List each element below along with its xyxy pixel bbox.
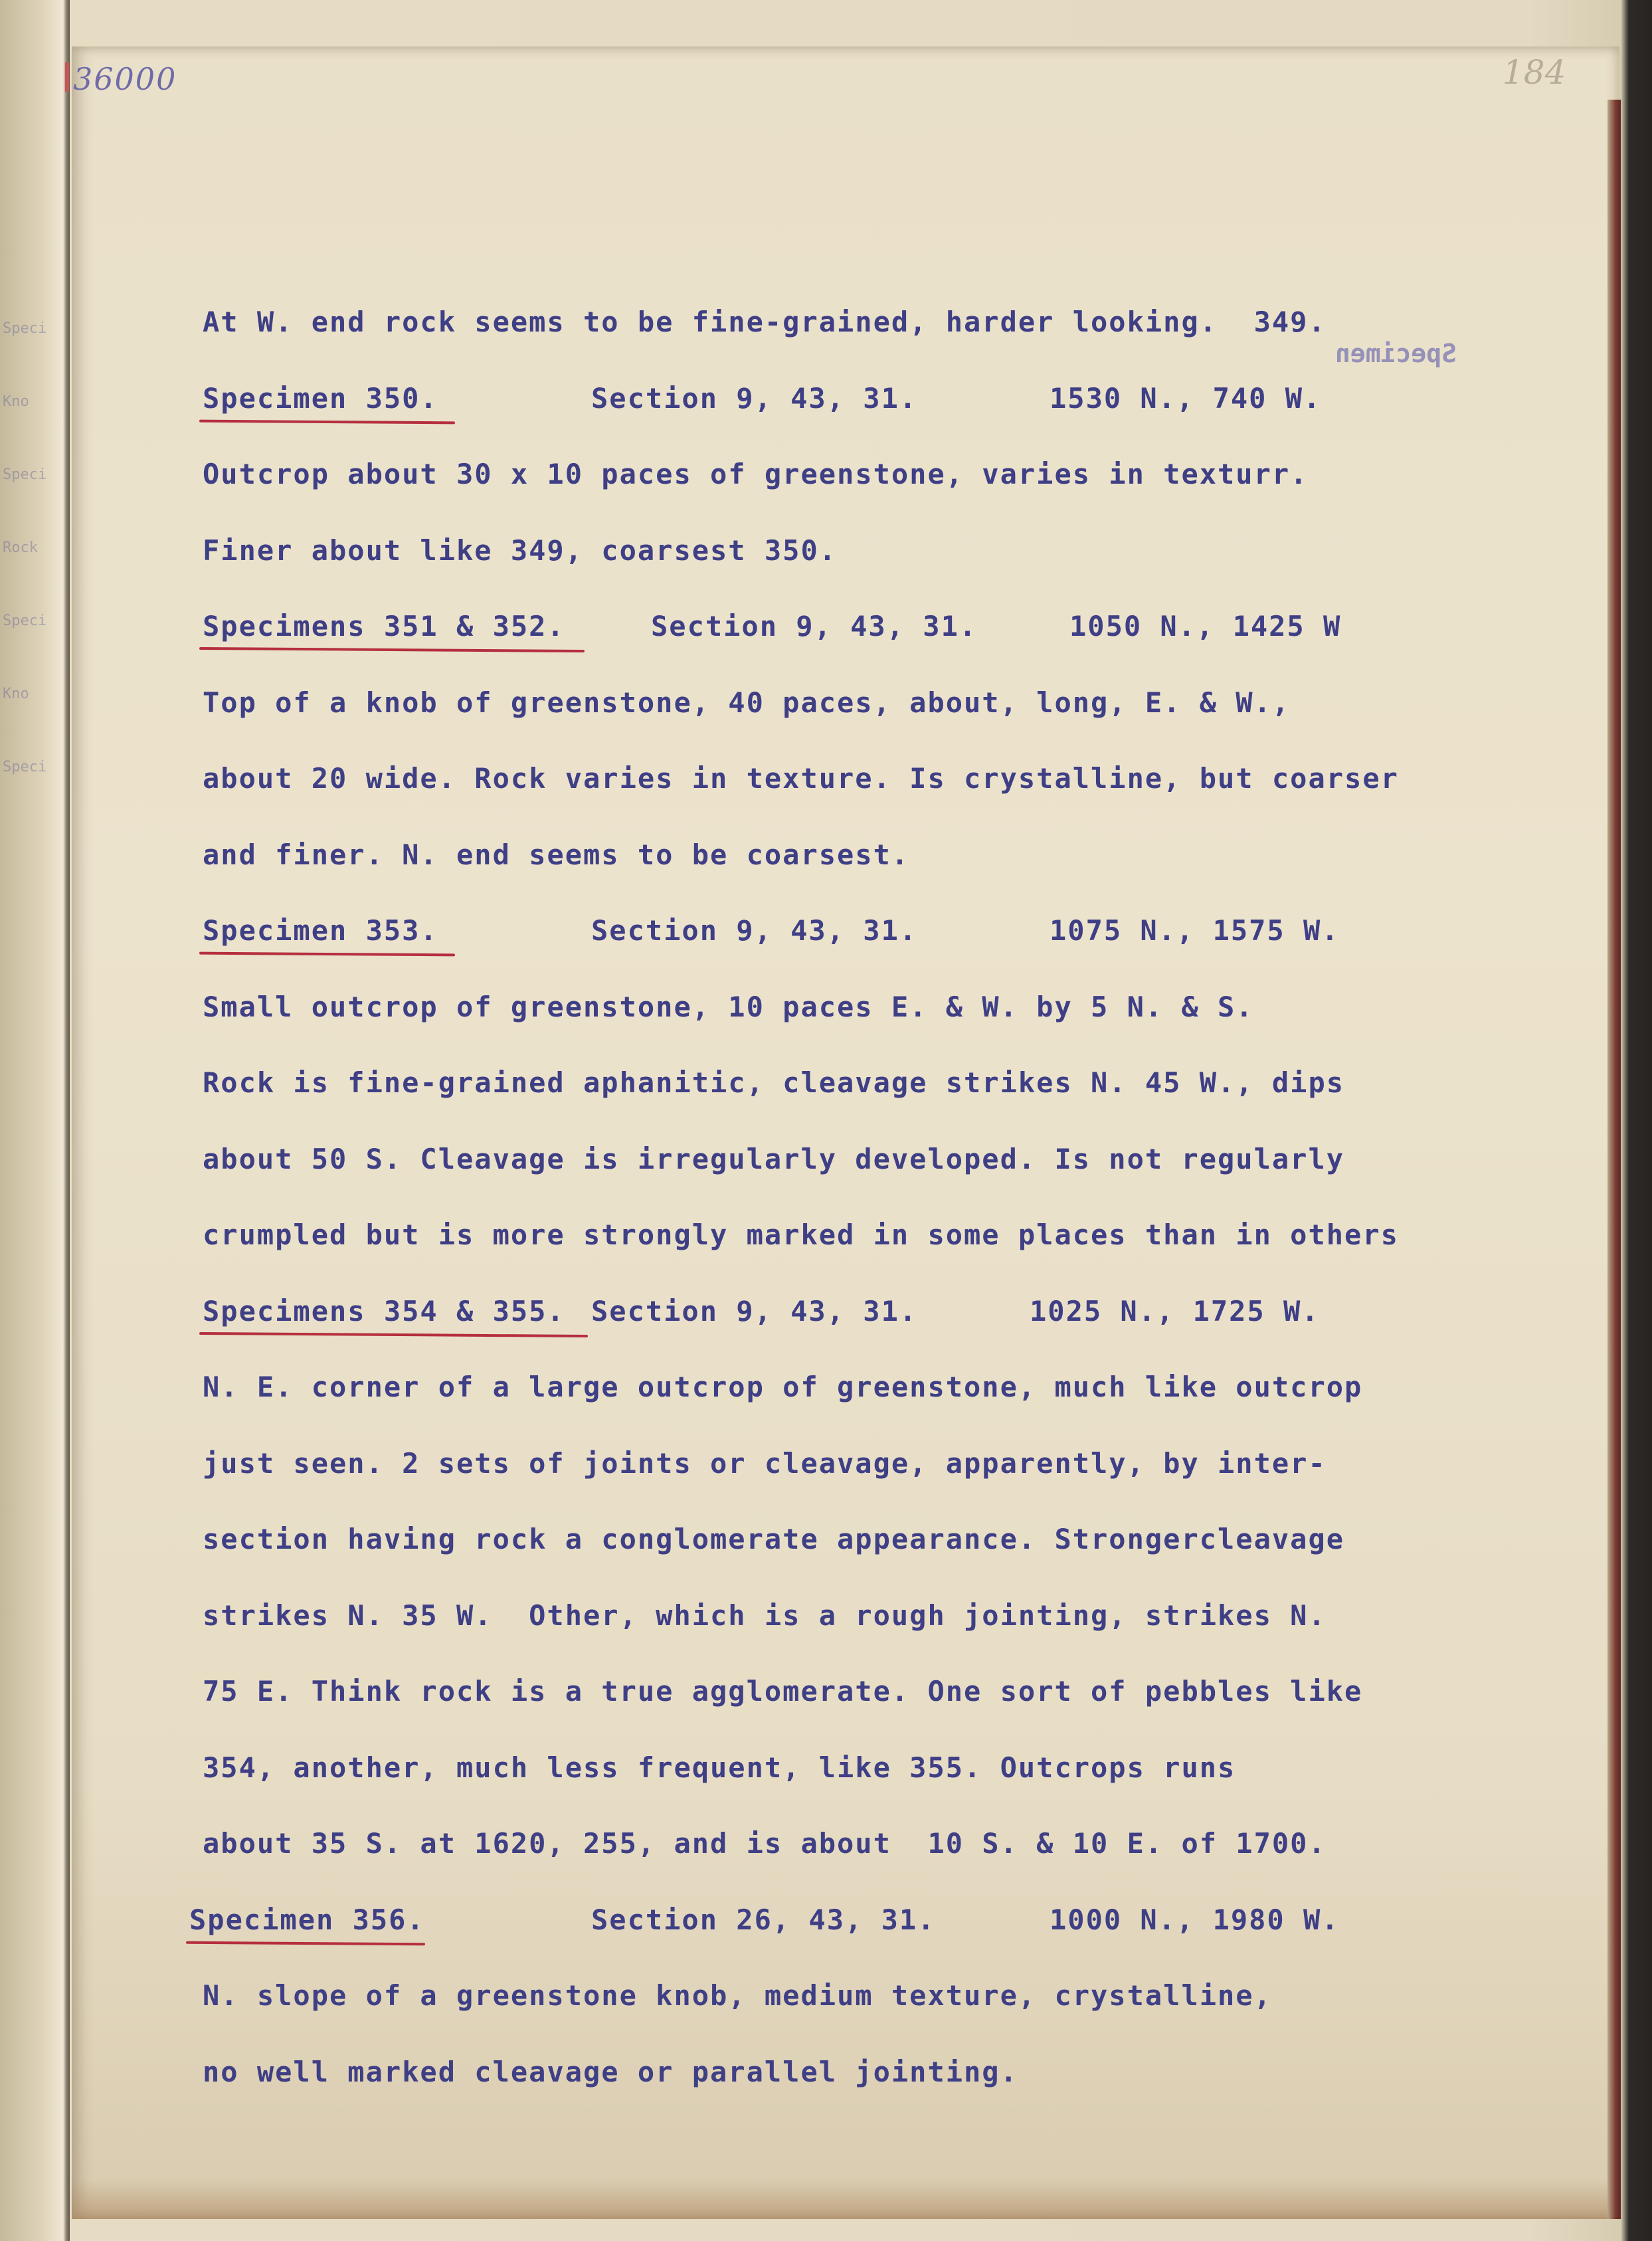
fragment: Kno	[3, 686, 29, 702]
text-line: just seen. 2 sets of joints or cleavage, apparently, by inter-	[203, 1446, 1327, 1480]
text-line: section having rock a conglomerate appearance. Strongercleavage	[203, 1523, 1345, 1555]
section-ref: Section 9, 43, 31.	[591, 381, 918, 415]
location-ref: 1075 N., 1575 W.	[1050, 914, 1340, 947]
section-ref: Section 26, 43, 31.	[591, 1903, 936, 1936]
red-pencil-mark	[65, 62, 69, 92]
text-line: Finer about like 349, coarsest 350.	[203, 534, 838, 567]
text-line: about 20 wide. Rock varies in texture. Is crystalline, but coarser	[203, 762, 1399, 795]
specimen-label: Specimens 354 & 355.	[203, 1294, 565, 1327]
specimen-label: Specimen 356.	[189, 1903, 425, 1936]
text-line: about 50 S. Cleavage is irregularly developed. Is not regularly	[203, 1142, 1345, 1175]
specimen-label: Specimen 353.	[203, 914, 438, 947]
section-ref: Section 9, 43, 31.	[591, 1294, 918, 1327]
fragment: Rock	[3, 539, 38, 556]
facing-page-edge	[0, 0, 70, 2241]
fragment: Speci	[3, 759, 47, 775]
page-bottom-stain	[72, 2179, 1619, 2219]
text-line: 354, another, much less frequent, like 355. Outcrops runs	[203, 1751, 1236, 1784]
location-ref: 1025 N., 1725 W.	[1030, 1294, 1320, 1327]
text-line: 75 E. Think rock is a true agglomerate. One sort of pebbles like	[203, 1675, 1363, 1707]
section-ref: Section 9, 43, 31.	[591, 914, 918, 947]
page-number: 184	[1503, 53, 1566, 92]
fragment: Speci	[3, 613, 47, 629]
corner-note: 36000	[73, 61, 177, 97]
section-ref: Section 9, 43, 31.	[651, 610, 978, 642]
fragment: Speci	[3, 320, 47, 337]
fragment: Speci	[3, 466, 47, 483]
text-line: N. E. corner of a large outcrop of greenstone, much like outcrop	[203, 1371, 1363, 1403]
text-line: At W. end rock seems to be fine-grained, harder looking. 349.	[203, 306, 1327, 338]
binding-edge	[1607, 100, 1621, 2219]
location-ref: 1000 N., 1980 W.	[1050, 1903, 1340, 1936]
facing-page-fragments	[3, 292, 62, 804]
text-line: Rock is fine-grained aphanitic, cleavage strikes N. 45 W., dips	[203, 1066, 1345, 1099]
text-line: no well marked cleavage or parallel jointing.	[203, 2055, 1018, 2088]
text-line: crumpled but is more strongly marked in some places than in others	[203, 1218, 1399, 1251]
text-line: Small outcrop of greenstone, 10 paces E. & W. by 5 N. & S.	[203, 990, 1254, 1023]
text-line: about 35 S. at 1620, 255, and is about 10 S. & 10 E. of 1700.	[203, 1827, 1327, 1860]
text-line: N. slope of a greenstone knob, medium texture, crystalline,	[203, 1979, 1272, 2012]
text-line: Top of a knob of greenstone, 40 paces, about, long, E. & W.,	[203, 686, 1291, 719]
specimen-label: Specimen 350.	[203, 381, 438, 415]
fragment: Kno	[3, 393, 29, 410]
bleed-through-word: Specimen	[1335, 339, 1457, 368]
text-line: Outcrop about 30 x 10 paces of greenstone, varies in texturr.	[203, 458, 1309, 490]
specimen-label: Specimens 351 & 352.	[203, 610, 565, 642]
location-ref: 1530 N., 740 W.	[1050, 381, 1322, 415]
text-line: and finer. N. end seems to be coarsest.	[203, 838, 910, 871]
text-line: strikes N. 35 W. Other, which is a rough jointing, strikes N.	[203, 1599, 1327, 1632]
notebook-page	[72, 47, 1619, 2219]
location-ref: 1050 N., 1425 W	[1069, 610, 1342, 642]
